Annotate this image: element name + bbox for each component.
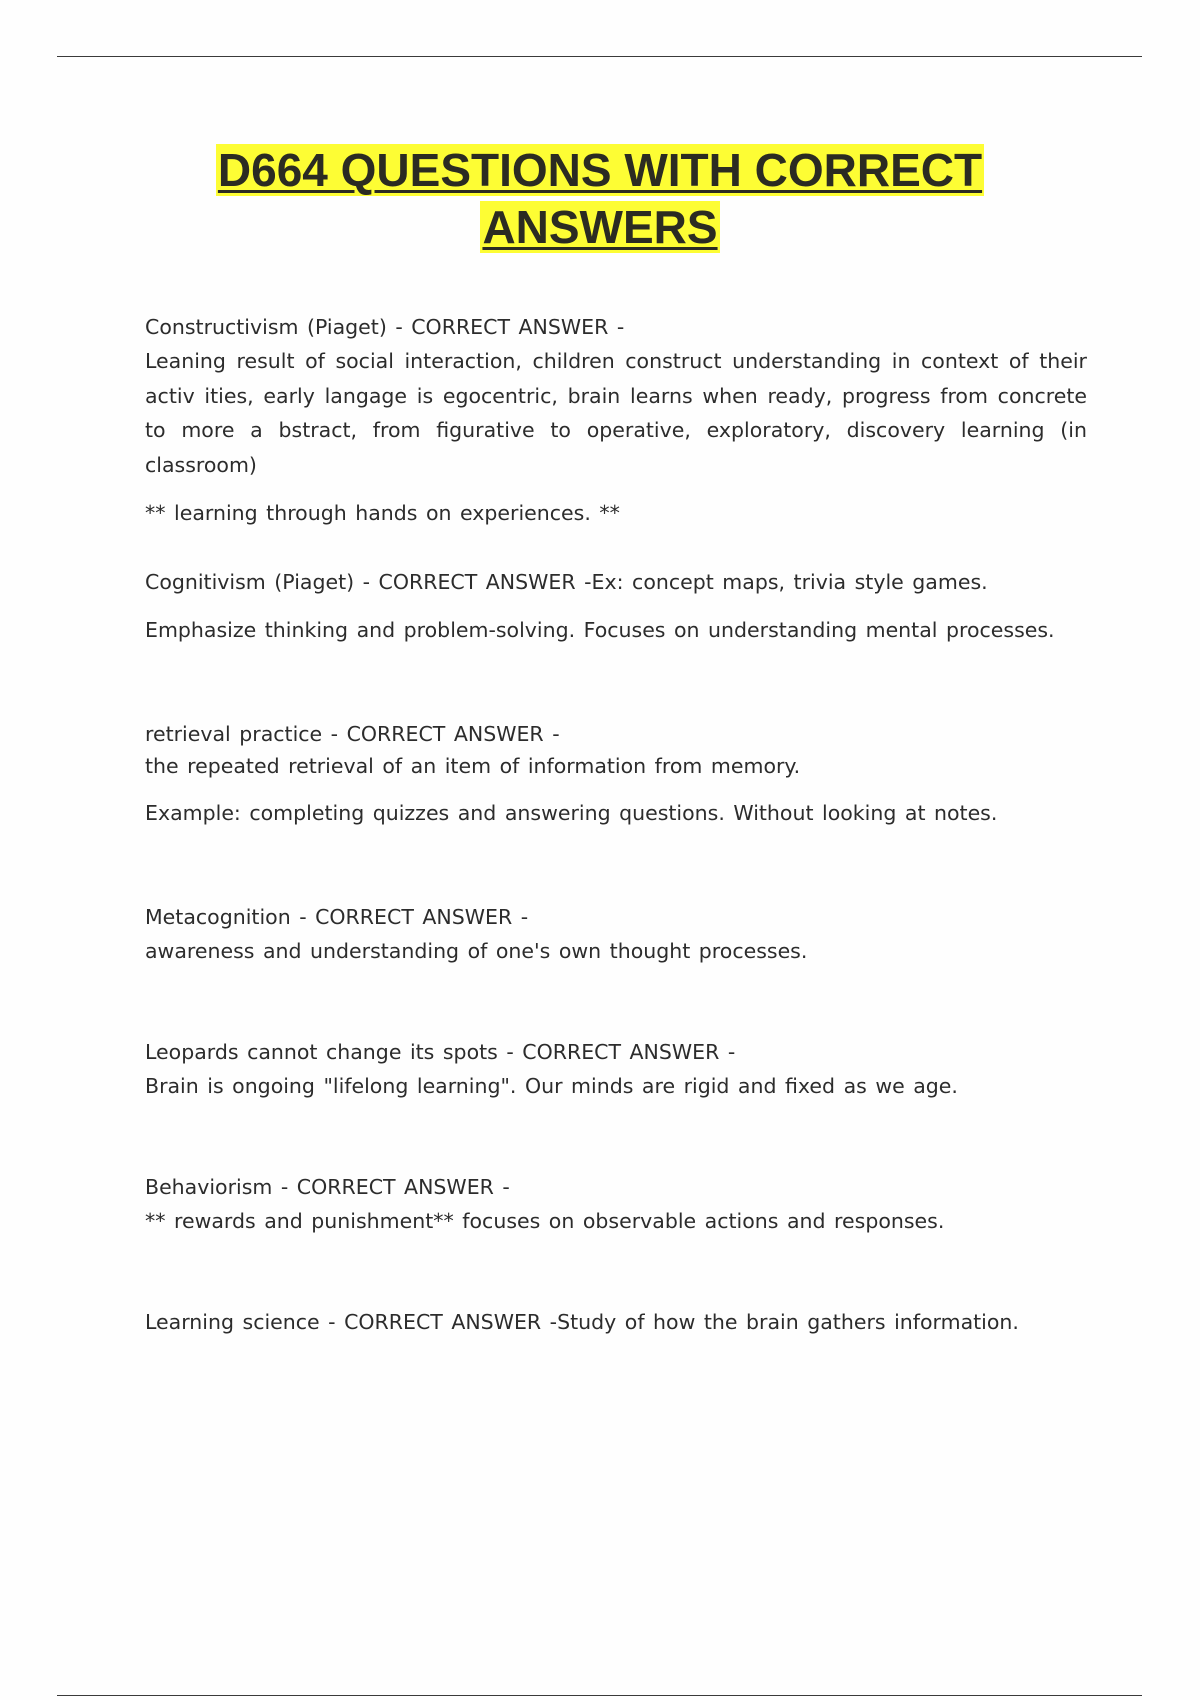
entry-learning-science — [145, 1305, 1087, 1339]
bottom-rule — [57, 1695, 1142, 1696]
answer-text: awareness and understanding of one's own thought processes. — [145, 939, 808, 963]
answer-text: the repeated retrieval of an item of information from memory. — [145, 754, 801, 778]
entry-leopards — [145, 1035, 1087, 1103]
note-text: Emphasize thinking and problem-solving. Focuses on understanding mental processes. — [145, 618, 1055, 642]
entry-constructivism — [145, 310, 1087, 530]
question-text: Behaviorism - CORRECT ANSWER - — [145, 1175, 510, 1199]
entry-behaviorism — [145, 1170, 1087, 1238]
entry-metacognition — [145, 900, 1087, 968]
entry-cognitivism — [145, 565, 1087, 647]
answer-text: Leaning result of social interaction, children construct understanding in context of their activ ities, early langage is egocentric, brain learns when ready, progress from concrete to more a bstract, from figurative to operative, exploratory, discovery learning (in classroom) — [145, 349, 1087, 477]
question-text: Metacognition - CORRECT ANSWER - — [145, 905, 529, 929]
question-text: Learning science - CORRECT ANSWER -Study of how the brain gathers information. — [145, 1310, 1019, 1334]
title-line-2: ANSWERS — [482, 201, 718, 253]
document-title — [0, 142, 1200, 256]
question-text: retrieval practice - CORRECT ANSWER - — [145, 722, 560, 746]
question-text: Cognitivism (Piaget) - CORRECT ANSWER -Ex: concept maps, trivia style games. — [145, 570, 988, 594]
answer-text: Brain is ongoing "lifelong learning". Our minds are rigid and fixed as we age. — [145, 1074, 958, 1098]
answer-text: ** rewards and punishment** focuses on observable actions and responses. — [145, 1209, 945, 1233]
title-line-1: D664 QUESTIONS WITH CORRECT — [217, 144, 983, 196]
note-text: ** learning through hands on experiences. ** — [145, 501, 620, 525]
question-text: Constructivism (Piaget) - CORRECT ANSWER - — [145, 315, 625, 339]
question-text: Leopards cannot change its spots - CORRECT ANSWER - — [145, 1040, 736, 1064]
note-text: Example: completing quizzes and answering questions. Without looking at notes. — [145, 801, 998, 825]
entry-retrieval-practice — [145, 717, 1087, 830]
top-rule — [57, 56, 1142, 57]
